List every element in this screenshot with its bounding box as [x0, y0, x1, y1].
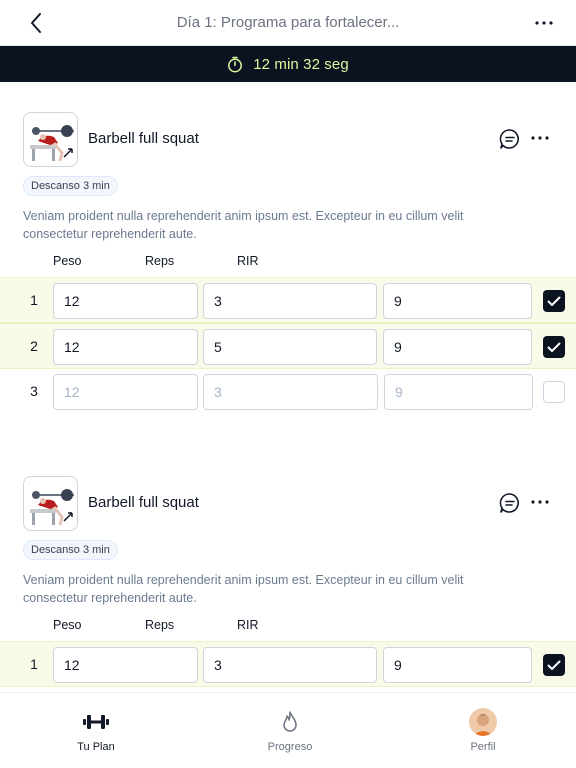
avatar — [469, 708, 497, 736]
exercise-note-button[interactable] — [498, 127, 522, 151]
rest-badge[interactable]: Descanso 3 min — [23, 176, 118, 196]
exercise-list[interactable] — [0, 82, 576, 692]
set-column-headers — [0, 618, 576, 634]
chat-bubble-icon — [498, 127, 522, 151]
set-complete-checkbox[interactable] — [543, 290, 565, 312]
bottom-navigation — [0, 692, 576, 768]
set-complete-checkbox[interactable] — [543, 381, 565, 403]
exercise-more-button[interactable] — [528, 492, 552, 512]
set-row — [0, 369, 576, 415]
set-row — [0, 641, 576, 687]
exercise-thumbnail[interactable] — [23, 476, 78, 531]
exercise-name[interactable]: Barbell full squat — [88, 494, 199, 511]
set-row — [0, 323, 576, 369]
back-button[interactable] — [22, 11, 50, 35]
workout-timer-bar — [0, 46, 576, 82]
timer-text: 12 min 32 seg — [253, 55, 349, 73]
exercise-thumbnail[interactable] — [23, 112, 78, 167]
chat-bubble-icon — [498, 491, 522, 515]
exercise-name[interactable]: Barbell full squat — [88, 130, 199, 147]
check-icon — [547, 660, 561, 671]
rir-input[interactable]: 9 — [383, 283, 532, 319]
flame-icon — [276, 709, 304, 735]
set-complete-checkbox[interactable] — [543, 654, 565, 676]
column-reps: Reps — [145, 618, 175, 632]
header-more-button[interactable] — [532, 12, 556, 34]
weight-input[interactable]: 12 — [53, 647, 198, 683]
exercise-note-button[interactable] — [498, 491, 522, 515]
exercise-more-button[interactable] — [528, 128, 552, 148]
rir-input[interactable]: 9 — [383, 647, 532, 683]
top-bar — [0, 0, 576, 46]
exercise-card — [0, 82, 576, 422]
rir-input[interactable]: 9 — [383, 329, 532, 365]
reps-input[interactable]: 5 — [203, 329, 377, 365]
set-complete-checkbox[interactable] — [543, 336, 565, 358]
reps-input[interactable]: 3 — [203, 374, 378, 410]
nav-tu-plan[interactable] — [36, 693, 156, 768]
nav-label: Progreso — [267, 741, 313, 753]
more-horizontal-icon — [531, 136, 549, 140]
stopwatch-icon — [227, 56, 243, 73]
nav-progreso[interactable] — [230, 693, 350, 768]
rest-badge[interactable]: Descanso 3 min — [23, 540, 118, 560]
rir-input[interactable]: 9 — [384, 374, 533, 410]
column-reps: Reps — [145, 254, 175, 268]
set-number: 2 — [30, 338, 38, 354]
check-icon — [547, 296, 561, 307]
exercise-notes: Veniam proident nulla reprehenderit anim ipsum est. Excepteur in eu cillum velit consectetur reprehenderit aute. — [23, 209, 464, 241]
set-column-headers — [0, 254, 576, 270]
set-row — [0, 277, 576, 323]
check-icon — [547, 342, 561, 353]
set-number: 3 — [30, 383, 38, 399]
reps-input[interactable]: 3 — [203, 283, 377, 319]
exercise-notes: Veniam proident nulla reprehenderit anim ipsum est. Excepteur in eu cillum velit consectetur reprehenderit aute. — [23, 573, 464, 605]
nav-perfil[interactable] — [423, 693, 543, 768]
column-rir: RIR — [237, 618, 259, 632]
weight-input[interactable]: 12 — [53, 329, 198, 365]
column-rir: RIR — [237, 254, 259, 268]
nav-label: Tu Plan — [77, 741, 115, 753]
more-horizontal-icon — [535, 21, 553, 25]
reps-input[interactable]: 3 — [203, 647, 377, 683]
column-weight: Peso — [53, 618, 82, 632]
set-number: 1 — [30, 292, 38, 308]
exercise-card — [0, 446, 576, 692]
weight-input[interactable]: 12 — [53, 374, 198, 410]
dumbbell-icon — [82, 709, 110, 735]
column-weight: Peso — [53, 254, 82, 268]
weight-input[interactable]: 12 — [53, 283, 198, 319]
page-title: Día 1: Programa para fortalecer... — [176, 14, 400, 31]
chevron-left-icon — [29, 12, 43, 34]
nav-label: Perfil — [470, 741, 496, 753]
more-horizontal-icon — [531, 500, 549, 504]
set-number: 1 — [30, 656, 38, 672]
